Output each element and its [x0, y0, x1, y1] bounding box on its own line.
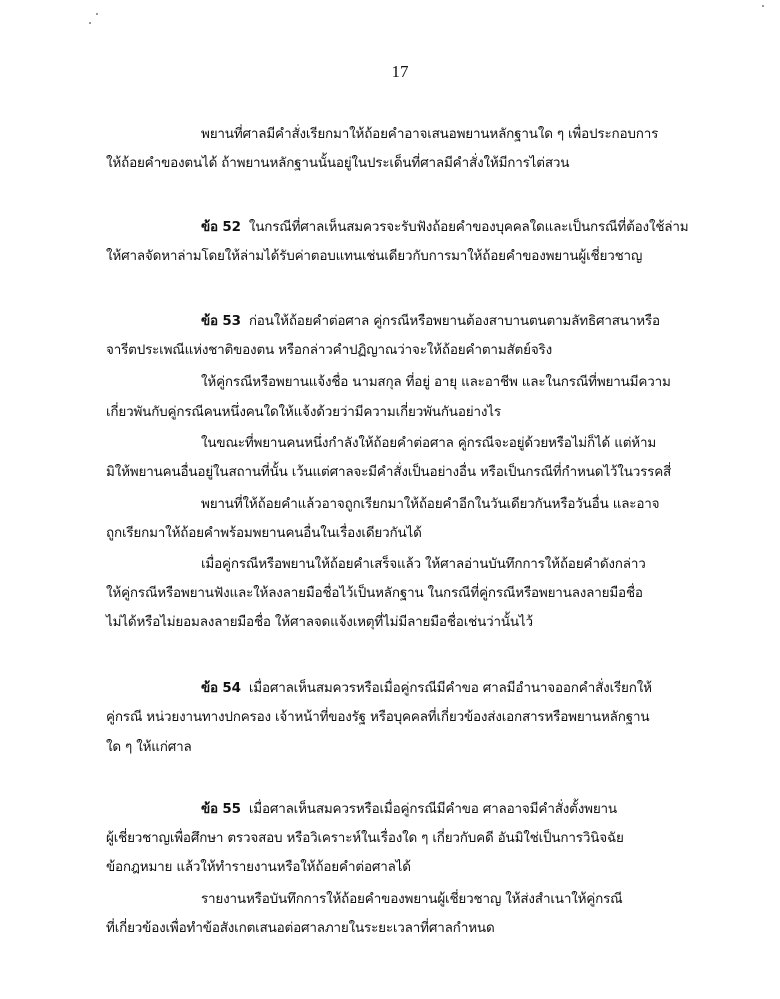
paragraph-line: มิให้พยานคนอื่นอยู่ในสถานที่นั้น เว้นแต่ศาลจะมีคำสั่งเป็นอย่างอื่น หรือเป็นกรณีที่กำหนดไว้ในวรรคสี่: [106, 464, 672, 480]
clause-53-label: ข้อ 53: [201, 313, 241, 329]
clause-54-label: ข้อ 54: [201, 680, 241, 696]
paragraph-line: ผู้เชี่ยวชาญเพื่อศึกษา ตรวจสอบ หรือวิเคราะห์ในเรื่องใด ๆ เกี่ยวกับคดี อันมิใช่เป็นการวินิจฉัย: [106, 830, 624, 846]
paragraph-line: ให้คู่กรณีหรือพยานฟังและให้ลงลายมือชื่อไว้เป็นหลักฐาน ในกรณีที่คู่กรณีหรือพยานลงลายมือชื่อ: [106, 585, 643, 601]
paragraph-line: ที่เกี่ยวข้องเพื่อทำข้อสังเกตเสนอต่อศาลภายในระยะเวลาที่ศาลกำหนด: [106, 920, 495, 936]
clause-53-heading: [201, 311, 660, 331]
paragraph-line: ให้ถ้อยคำของตนได้ ถ้าพยานหลักฐานนั้นอยู่ในประเด็นที่ศาลมีคำสั่งให้มีการไต่สวน: [106, 155, 570, 171]
page-number: 17: [391, 62, 409, 81]
clause-55-heading: [201, 799, 617, 819]
paragraph-line: คู่กรณี หน่วยงานทางปกครอง เจ้าหน้าที่ของรัฐ หรือบุคคลที่เกี่ยวข้องส่งเอกสารหรือพยานหลักฐาน: [106, 709, 650, 725]
paragraph-line: ในขณะที่พยานคนหนึ่งกำลังให้ถ้อยคำต่อศาล คู่กรณีจะอยู่ด้วยหรือไม่ก็ได้ แต่ห้าม: [201, 435, 657, 451]
paragraph-line: ในกรณีที่ศาลเห็นสมควรจะรับฟังถ้อยคำของบุคคลใดและเป็นกรณีที่ต้องใช้ล่าม: [248, 219, 689, 235]
paragraph-line: เมื่อคู่กรณีหรือพยานให้ถ้อยคำเสร็จแล้ว ให้ศาลอ่านบันทึกการให้ถ้อยคำดังกล่าว: [201, 556, 646, 572]
paragraph-line: ข้อกฎหมาย แล้วให้ทำรายงานหรือให้ถ้อยคำต่อศาลได้: [106, 859, 411, 875]
scan-speck: [89, 22, 91, 24]
paragraph-line: พยานที่ศาลมีคำสั่งเรียกมาให้ถ้อยคำอาจเสนอพยานหลักฐานใด ๆ เพื่อประกอบการ: [201, 126, 659, 142]
paragraph-line: เมื่อศาลเห็นสมควรหรือเมื่อคู่กรณีมีคำขอ ศาลมีอำนาจออกคำสั่งเรียกให้: [248, 680, 652, 696]
paragraph-line: ถูกเรียกมาให้ถ้อยคำพร้อมพยานคนอื่นในเรื่องเดียวกันได้: [106, 525, 422, 541]
paragraph-line: ให้ศาลจัดหาล่ามโดยให้ล่ามได้รับค่าตอบแทนเช่นเดียวกับการมาให้ถ้อยคำของพยานผู้เชี่ยวชาญ: [106, 248, 643, 264]
paragraph-line: เกี่ยวพันกับคู่กรณีคนหนึ่งคนใดให้แจ้งด้วยว่ามีความเกี่ยวพันกันอย่างไร: [106, 404, 501, 420]
paragraph-line: ไม่ได้หรือไม่ยอมลงลายมือชื่อ ให้ศาลจดแจ้งเหตุที่ไม่มีลายมือชื่อเช่นว่านั้นไว้: [106, 614, 533, 630]
clause-52-heading: [201, 217, 688, 237]
paragraph-line: จารีตประเพณีแห่งชาติของตน หรือกล่าวคำปฏิญาณว่าจะให้ถ้อยคำตามสัตย์จริง: [106, 342, 552, 358]
paragraph-line: พยานที่ให้ถ้อยคำแล้วอาจถูกเรียกมาให้ถ้อยคำอีกในวันเดียวกันหรือวันอื่น และอาจ: [201, 496, 660, 512]
paragraph-line: ก่อนให้ถ้อยคำต่อศาล คู่กรณีหรือพยานต้องสาบานตนตามลัทธิศาสนาหรือ: [248, 313, 660, 329]
paragraph-line: ใด ๆ ให้แก่ศาล: [106, 739, 192, 755]
scan-speck: [762, 5, 764, 7]
clause-54-heading: [201, 678, 652, 698]
paragraph-line: รายงานหรือบันทึกการให้ถ้อยคำของพยานผู้เชี่ยวชาญ ให้ส่งสำเนาให้คู่กรณี: [201, 891, 623, 907]
clause-52-label: ข้อ 52: [201, 219, 241, 235]
clause-55-label: ข้อ 55: [201, 801, 241, 817]
paragraph-line: เมื่อศาลเห็นสมควรหรือเมื่อคู่กรณีมีคำขอ ศาลอาจมีคำสั่งตั้งพยาน: [248, 801, 617, 817]
scan-speck: [96, 13, 98, 15]
paragraph-line: ให้คู่กรณีหรือพยานแจ้งชื่อ นามสกุล ที่อยู่ อายุ และอาชีพ และในกรณีที่พยานมีความ: [201, 374, 671, 390]
